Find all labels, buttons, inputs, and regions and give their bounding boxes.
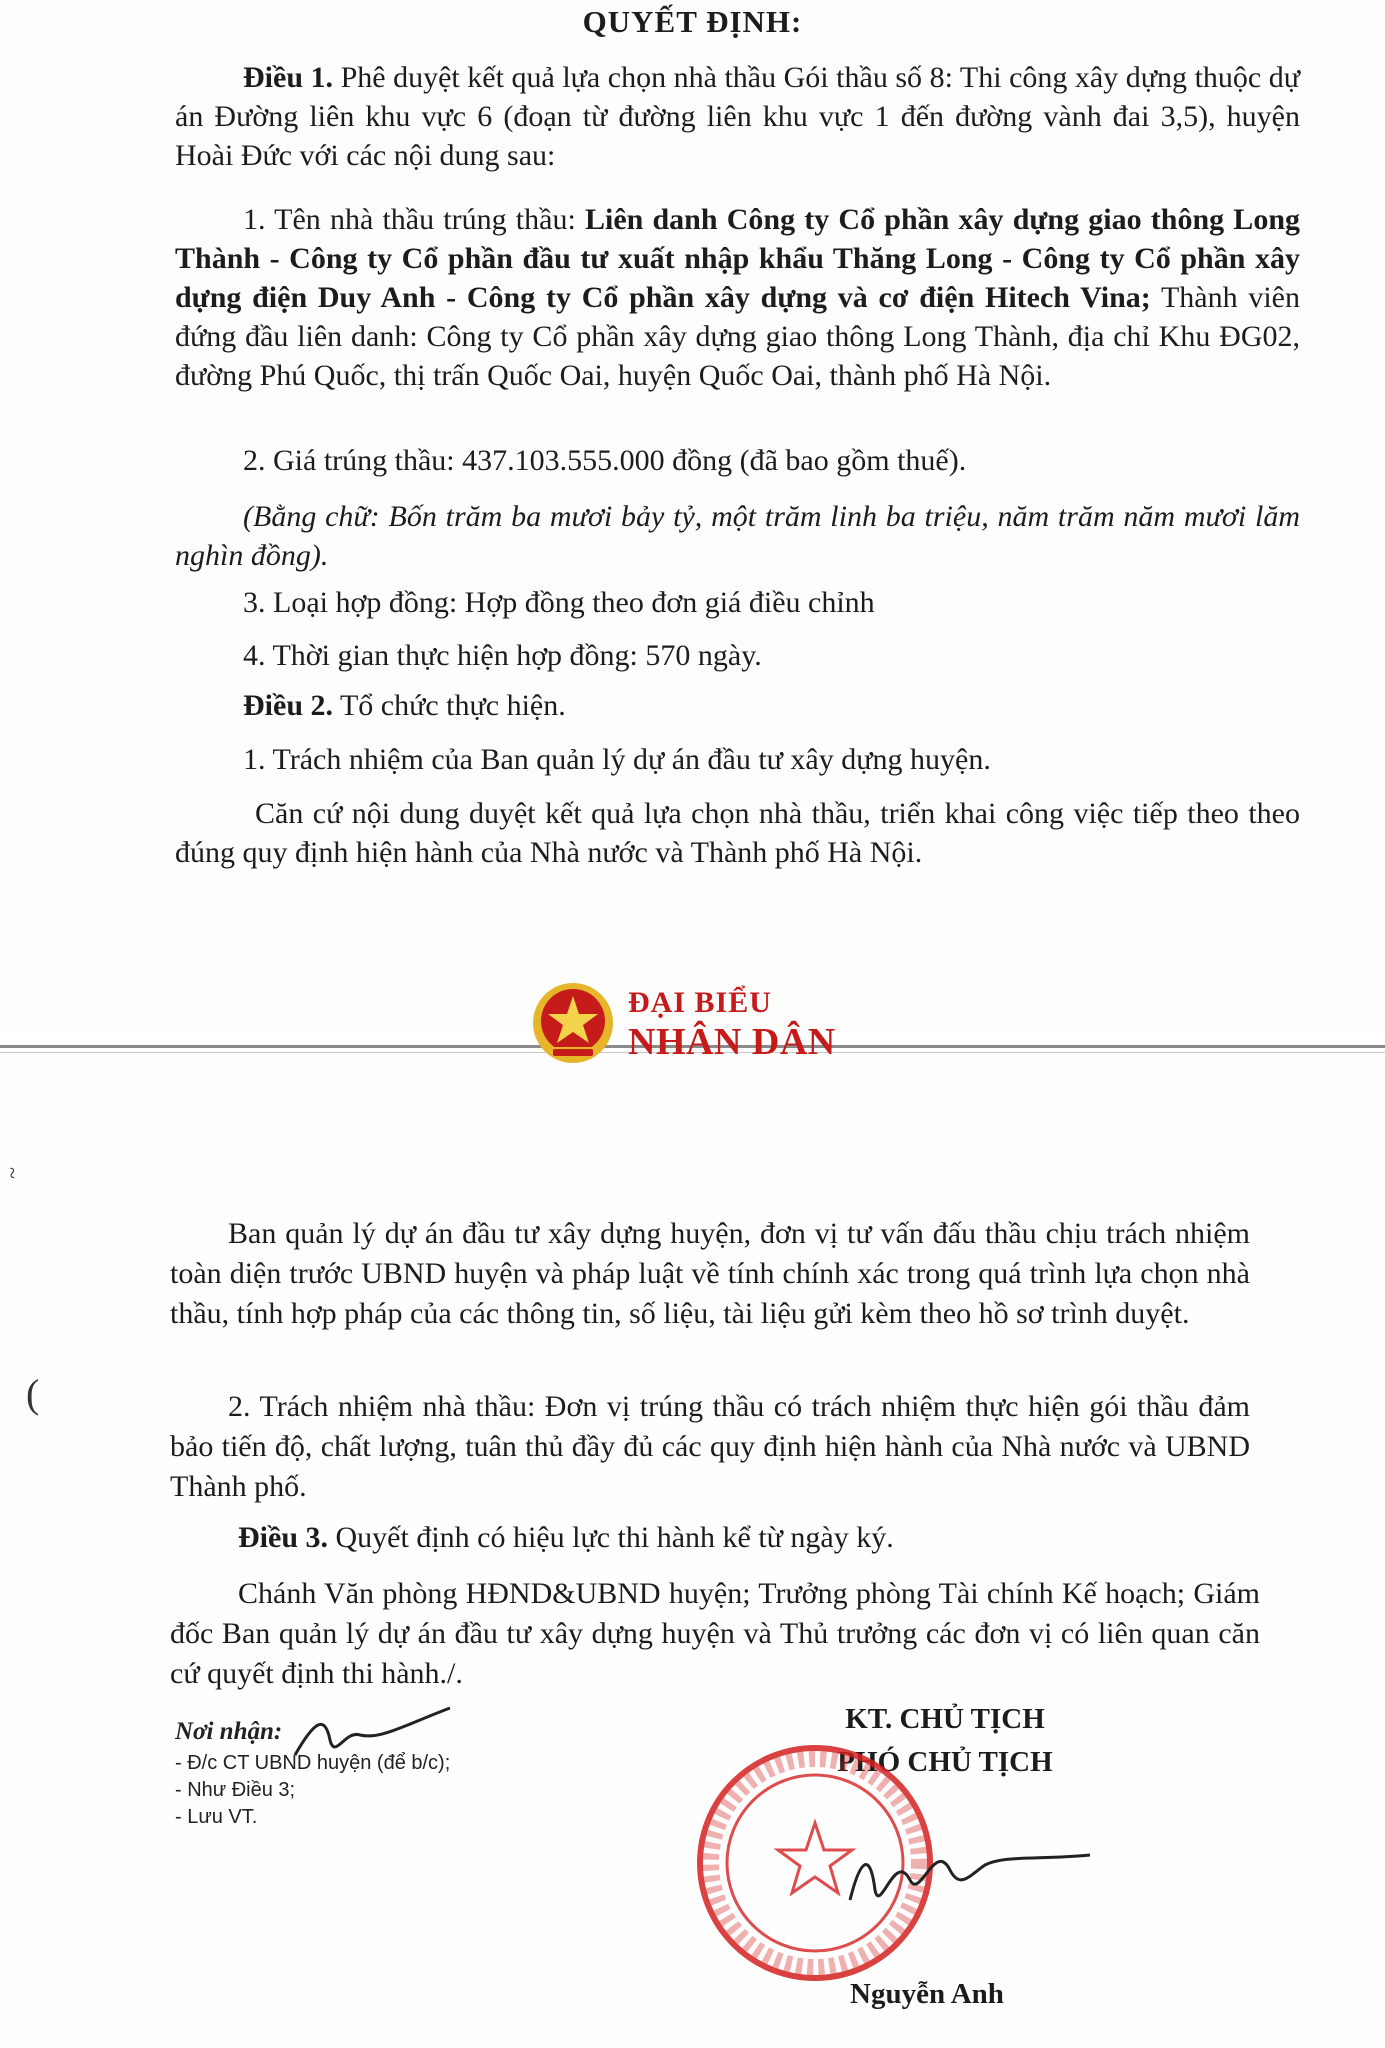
article-2: [243, 688, 1303, 724]
winning-price-words-text: (Bằng chữ: Bốn trăm ba mươi bảy tỷ, một trăm linh ba triệu, năm trăm năm mươi lăm nghìn đồng).: [175, 500, 1300, 572]
recipient-item: - Lưu VT.: [175, 1806, 258, 1828]
logo-text-line-1: ĐẠI BIỂU: [628, 986, 772, 1019]
article-3: [238, 1520, 1248, 1556]
margin-scribble: ~: [0, 1167, 25, 1179]
dai-bieu-nhan-dan-logo: [528, 978, 868, 1068]
winning-price-in-words: [175, 497, 1300, 575]
article-3-label: Điều 3.: [238, 1521, 328, 1554]
signer-name: Nguyễn Anh: [850, 1978, 1004, 2010]
article-2-label: Điều 2.: [243, 689, 333, 722]
article-3-body: Chánh Văn phòng HĐND&UBND huyện; Trưởng phòng Tài chính Kế hoạch; Giám đốc Ban quản lý dự án đầu tư xây dựng huyện và Thủ trưởng các đơn vị có liên quan căn cứ quyết định thi hành./.: [170, 1577, 1260, 1690]
signer-title-line-1: KT. CHỦ TỊCH: [845, 1703, 1045, 1735]
article-3-text: Quyết định có hiệu lực thi hành kể từ ngày ký.: [328, 1521, 894, 1554]
winning-bidder-name: Liên danh Công ty Cổ phần xây dựng giao thông Long Thành - Công ty Cổ phần đầu tư xuất nhập khẩu Thăng Long - Công ty Cổ phần xây dựng điện Duy Anh - Công ty Cổ phần xây dựng và cơ điện Hitech Vina;: [175, 203, 1301, 314]
article-2-item-1: 1. Trách nhiệm của Ban quản lý dự án đầu tư xây dựng huyện.: [243, 743, 991, 776]
article-2-item-1-body: Căn cứ nội dung duyệt kết quả lựa chọn nhà thầu, triển khai công việc tiếp theo theo đúng quy định hiện hành của Nhà nước và Thành phố Hà Nội.: [175, 797, 1300, 869]
article-2-text: Tổ chức thực hiện.: [333, 689, 566, 722]
logo-text-line-2: NHÂN DÂN: [628, 1021, 836, 1063]
signature-scribble-icon: [840, 1820, 1100, 1930]
article-2-item-2: 2. Trách nhiệm nhà thầu: Đơn vị trúng thầu có trách nhiệm thực hiện gói thầu đảm bảo tiến độ, chất lượng, tuân thủ đầy đủ các quy định hiện hành của Nhà nước và UBND Thành phố.: [170, 1390, 1250, 1503]
article-1-label: Điều 1.: [243, 61, 334, 94]
margin-mark-left: (: [26, 1371, 40, 1416]
signer-title-line-2: PHÓ CHỦ TỊCH: [837, 1746, 1053, 1778]
article-1-text: Phê duyệt kết quả lựa chọn nhà thầu Gói thầu số 8: Thi công xây dựng thuộc dự án Đường liên khu vực 6 (đoạn từ đường liên khu vực 1 đến đường vành đai 3,5), huyện Hoài Đức với các nội dung sau:: [175, 61, 1301, 172]
article-1: [175, 58, 1300, 175]
recipient-item: - Như Điều 3;: [175, 1779, 296, 1801]
initials-scribble-icon: [285, 1700, 455, 1770]
recipient-item: - Đ/c CT UBND huyện (để b/c);: [175, 1752, 451, 1774]
contract-type: 3. Loại hợp đồng: Hợp đồng theo đơn giá điều chỉnh: [243, 586, 875, 619]
recipients-heading: Nơi nhận:: [175, 1718, 283, 1745]
decision-title: QUYẾT ĐỊNH:: [582, 4, 803, 39]
item-1-rest: Thành viên đứng đầu liên danh: Công ty Cổ phần xây dựng giao thông Long Thành, địa chỉ Khu ĐG02, đường Phú Quốc, thị trấn Quốc Oai, huyện Quốc Oai, thành phố Hà Nội.: [175, 281, 1301, 392]
contract-duration: 4. Thời gian thực hiện hợp đồng: 570 ngày.: [243, 639, 762, 672]
article-1-item-1: [175, 200, 1300, 395]
item-1-prefix: 1. Tên nhà thầu trúng thầu:: [243, 203, 585, 236]
article-2-item-1-body-2: Ban quản lý dự án đầu tư xây dựng huyện, đơn vị tư vấn đấu thầu chịu trách nhiệm toàn diện trước UBND huyện và pháp luật về tính chính xác trong quá trình lựa chọn nhà thầu, tính hợp pháp của các thông tin, số liệu, tài liệu gửi kèm theo hồ sơ trình duyệt.: [170, 1217, 1250, 1330]
national-emblem-icon: [528, 978, 618, 1068]
winning-price: 2. Giá trúng thầu: 437.103.555.000 đồng (đã bao gồm thuế).: [243, 444, 967, 477]
